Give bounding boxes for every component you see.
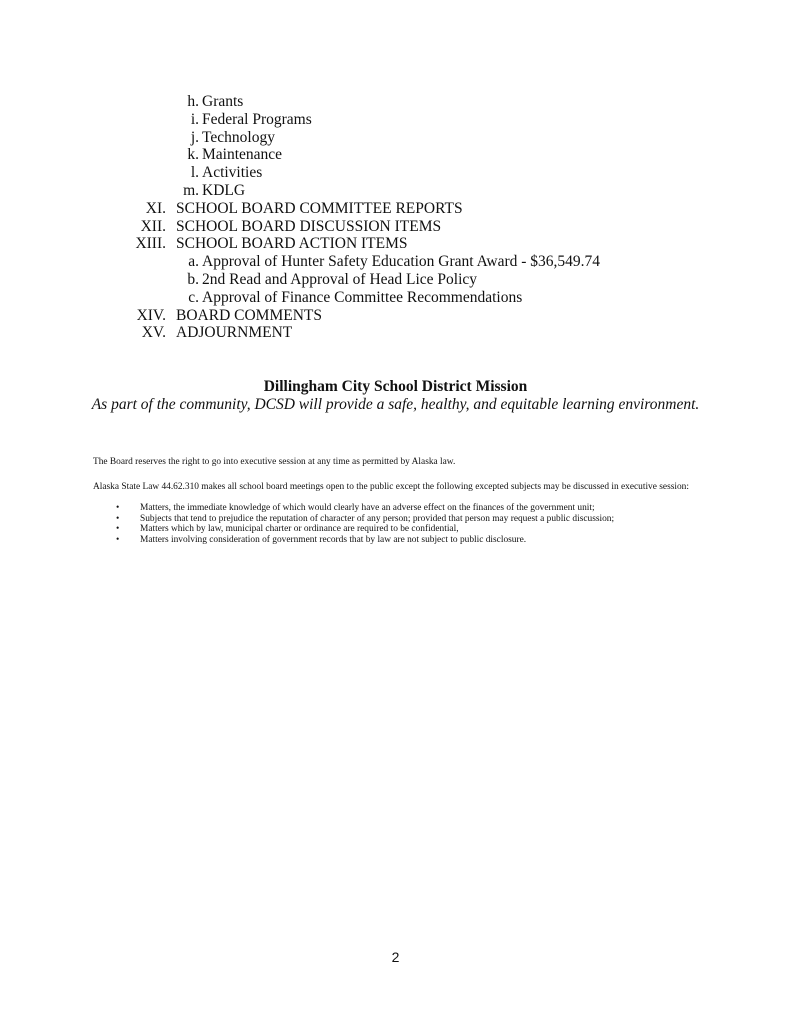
- agenda-item-b: [0, 271, 791, 289]
- agenda-item-m: [0, 182, 791, 200]
- agenda-item-text: Federal Programs: [202, 110, 312, 128]
- bullet-icon: •: [116, 524, 120, 535]
- agenda-item-l: [0, 164, 791, 182]
- excepted-subject-text: Matters involving consideration of government records that by law are not subject to public disclosure.: [140, 534, 527, 545]
- agenda-section-text: SCHOOL BOARD ACTION ITEMS: [176, 235, 408, 253]
- bullet-icon: •: [116, 503, 120, 513]
- agenda-item-number: c.: [188, 288, 199, 306]
- agenda-item-text: Approval of Finance Committee Recommendations: [202, 288, 523, 306]
- agenda-section-text: SCHOOL BOARD COMMITTEE REPORTS: [176, 199, 463, 217]
- list-item: [93, 524, 693, 535]
- agenda-item-j: [0, 129, 791, 147]
- agenda-section-text: SCHOOL BOARD DISCUSSION ITEMS: [176, 217, 442, 235]
- agenda-item-number: a.: [188, 253, 199, 271]
- agenda-item-number: i.: [190, 110, 199, 128]
- mission-statement: As part of the community, DCSD will provide a safe, healthy, and equitable learning environment.: [91, 396, 700, 413]
- agenda-section-xiii: [0, 235, 791, 253]
- bullet-icon: •: [116, 534, 120, 545]
- executive-session-note: The Board reserves the right to go into executive session at any time as permitted by Alaska law.: [93, 457, 456, 467]
- bullet-icon: •: [116, 513, 120, 524]
- agenda-section-number: XIII.: [135, 235, 166, 253]
- agenda-item-h: [0, 93, 791, 111]
- agenda-item-text: Maintenance: [202, 146, 283, 164]
- agenda-item-text: Approval of Hunter Safety Education Grant Award - $36,549.74: [202, 253, 601, 271]
- agenda-section-number: XI.: [145, 199, 166, 217]
- excepted-subject-text: Matters, the immediate knowledge of which would clearly have an adverse effect on the finances of the government unit;: [140, 503, 595, 513]
- agenda-item-i: [0, 111, 791, 129]
- mission-title: Dillingham City School District Mission: [263, 378, 528, 395]
- excepted-subject-text: Subjects that tend to prejudice the reputation of character of any person; provided that person may request a public discussion;: [140, 513, 615, 524]
- agenda-item-text: 2nd Read and Approval of Head Lice Policy: [202, 270, 478, 288]
- state-law-note: Alaska State Law 44.62.310 makes all school board meetings open to the public except the following excepted subjects may be discussed in executive session:: [93, 482, 689, 492]
- list-item: [93, 514, 693, 525]
- agenda-item-text: Activities: [202, 164, 263, 182]
- list-item: [93, 503, 693, 514]
- agenda-section-number: XII.: [140, 217, 166, 235]
- page-number: 2: [391, 949, 400, 965]
- agenda-item-number: l.: [190, 164, 199, 182]
- agenda-list: [0, 93, 791, 342]
- list-item: [93, 535, 693, 546]
- agenda-item-c: [0, 289, 791, 307]
- agenda-item-number: k.: [187, 146, 199, 164]
- agenda-item-text: KDLG: [202, 181, 246, 199]
- agenda-item-a: [0, 253, 791, 271]
- agenda-section-xii: [0, 218, 791, 236]
- agenda-section-text: BOARD COMMENTS: [176, 306, 322, 324]
- excepted-subject-text: Matters which by law, municipal charter or ordinance are required to be confidential,: [140, 524, 459, 535]
- agenda-section-xiv: [0, 307, 791, 325]
- agenda-item-text: Technology: [202, 128, 275, 146]
- agenda-section-number: XV.: [141, 324, 166, 342]
- agenda-item-number: m.: [183, 181, 199, 199]
- agenda-section-number: XIV.: [136, 306, 166, 324]
- excepted-subjects-list: [93, 503, 693, 545]
- agenda-section-xv: [0, 324, 791, 342]
- agenda-item-number: b.: [187, 270, 199, 288]
- agenda-item-number: j.: [190, 128, 199, 146]
- agenda-item-number: h.: [187, 93, 199, 110]
- agenda-item-text: Grants: [202, 93, 244, 110]
- agenda-section-text: ADJOURNMENT: [176, 324, 293, 342]
- agenda-item-k: [0, 146, 791, 164]
- agenda-section-xi: [0, 200, 791, 218]
